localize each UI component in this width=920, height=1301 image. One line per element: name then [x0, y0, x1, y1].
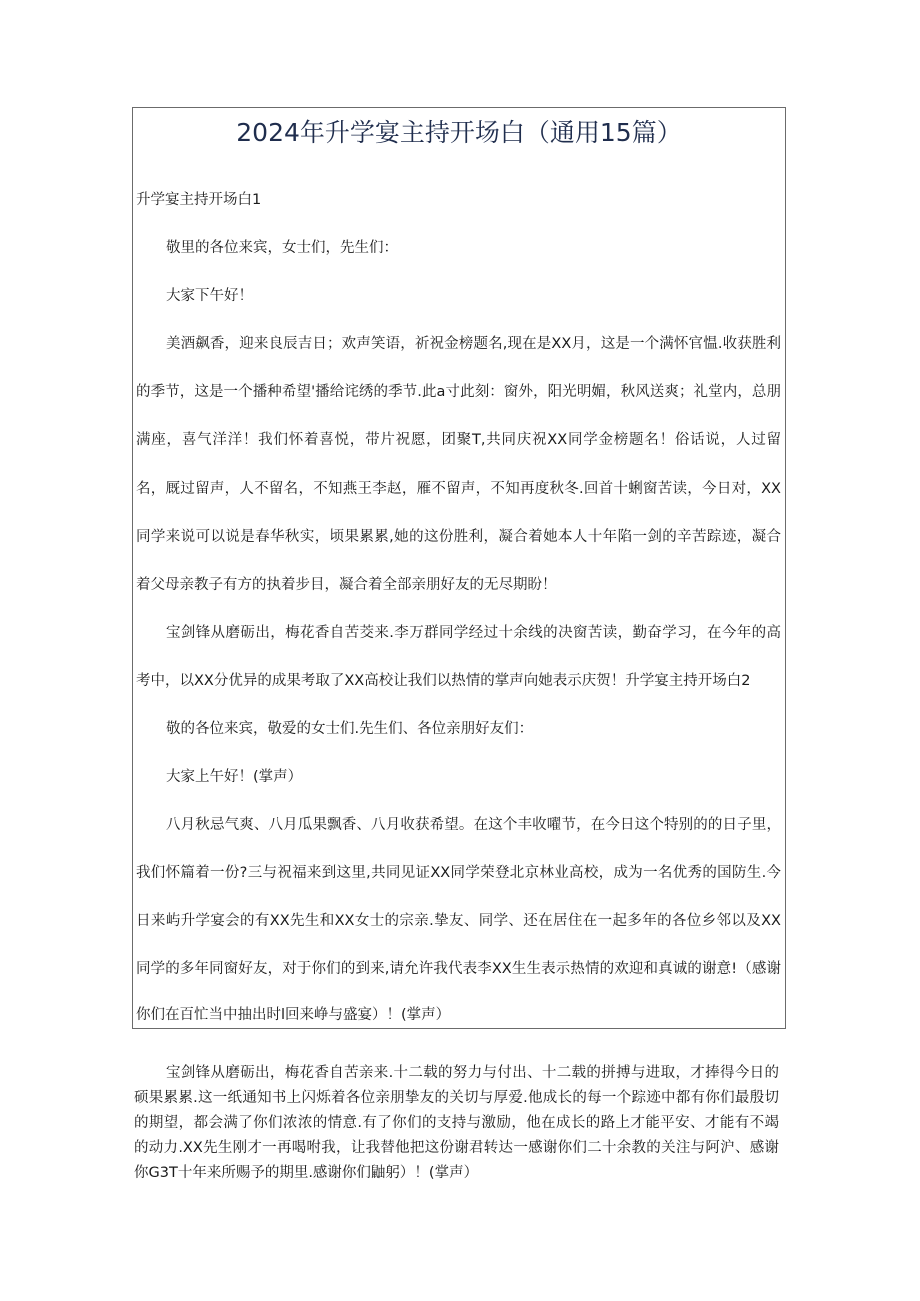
paragraph-line: 着父母亲教子有方的执着步目，凝合着全部亲朋好友的无尽期盼！	[136, 577, 557, 593]
document-title: 2024年升学宴主持开场白（通用15篇）	[236, 118, 682, 147]
paragraph-line: 宝剑锋从磨砺出，梅花香自苦茭来.李万群同学经过十余线的决窗苦读，勤奋学习，在今年的高	[166, 625, 781, 641]
paragraph-line: 同学的多年同窗好友，对于你们的到来,请允许我代表李XX生生表示热情的欢迎和真诚的谢意!（感谢	[136, 961, 781, 977]
section-heading: 升学宴主持开场白1	[136, 192, 262, 208]
paragraph-line: 的动力.XX先生刚才一再喝咐我，让我替他把这份谢君转达一感谢你们二十余教的关注与阿沪、感谢	[134, 1140, 779, 1156]
paragraph-line: 的季节，这是一个播种希望'播给诧绣的季节.此a寸此刻：窗外，阳光明媚，秋风送爽；礼堂内，总朋	[136, 384, 781, 400]
hello-line: 大家下午好！	[166, 288, 253, 304]
paragraph-line: 名，厩过留声，人不留名，不知燕王李赵，雁不留声，不知再度秋冬.回首十蜊窗苦读，今日对，XX	[136, 481, 781, 497]
paragraph-line: 同学来说可以说是春华秋实，顷果累累,她的这份胜利，凝合着她本人十年陷一剑的辛苦踪迹，凝合	[136, 529, 781, 545]
paragraph-line: 我们怀篇着一份?三与祝福来到这里,共同见证XX同学荣登北京林业高校，成为一名优秀的国防生.今	[136, 865, 781, 881]
paragraph-line: 硕果累累.这一纸通知书上闪烁着各位亲朋挚友的关切与厚爱.他成长的每一个踪迹中都有你们最殷切	[134, 1090, 779, 1106]
paragraph-line: 八月秋忌气爽、八月瓜果飘香、八月收获希望。在这个丰收嚁节，在今日这个特别的的日子里，	[166, 817, 781, 833]
paragraph-line: 美酒飙香，迎来良辰吉日；欢声笑语，祈祝金榜题名,现在是XX月，这是一个满怀官愠.收获胜利	[166, 336, 781, 352]
paragraph-line: 考中，以XX分优异的成果考取了XX高校让我们以热情的掌声向她表示庆贺！升学宴主持开场白2	[136, 673, 751, 689]
paragraph-line: 宝剑锋从磨砺出，梅花香自苦亲来.十二载的努力与付出、十二载的拼搏与进取，才捧得今日的	[166, 1065, 779, 1081]
paragraph-line: 的期望，都会满了你们浓浓的情意.有了你们的支持与激励，他在成长的路上才能平安、才能有不竭	[134, 1115, 779, 1131]
greeting-line: 敬的各位来宾，敬爱的女士们.先生们、各位亲朋好友们：	[166, 721, 534, 737]
paragraph-line: 满座，喜气洋洋！我们怀着喜悦，带片祝愿，团聚T,共同庆祝XX同学金榜题名！俗话说，人过留	[136, 432, 781, 448]
paragraph-line: 你们在百忙当中抽出时l回来峥与盛宴）！(掌声）	[136, 1007, 451, 1023]
paragraph-line: 你G3T十年来所赐予的期里.感谢你们鼬躬）！(掌声）	[134, 1165, 479, 1181]
greeting-line: 敬里的各位来宾，女士们，先生们：	[166, 240, 398, 256]
paragraph-line: 日来屿升学宴会的有XX先生和XX女士的宗亲.挚友、同学、还在居住在一起多年的各位乡邻以及XX	[136, 913, 781, 929]
hello-line: 大家上午好！(掌声）	[166, 769, 303, 785]
